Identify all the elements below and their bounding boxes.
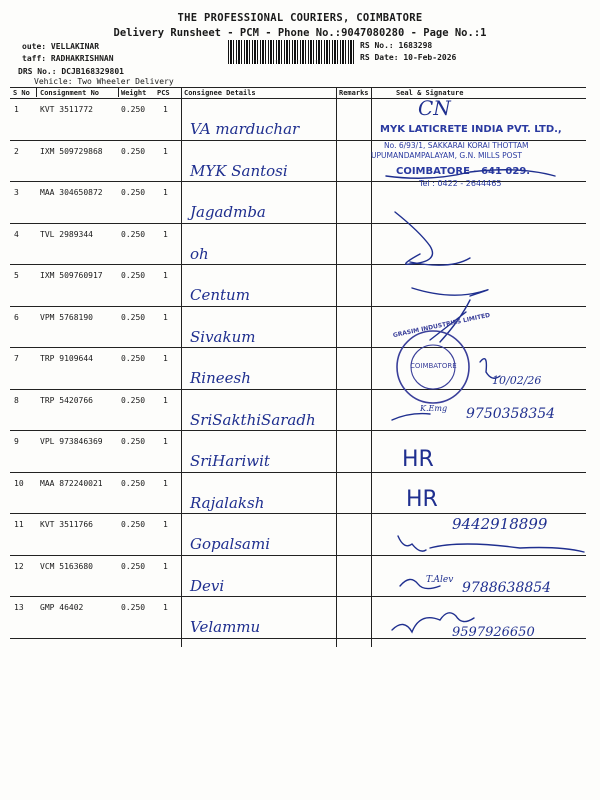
- signature-stroke: [386, 170, 555, 179]
- row-weight: 0.250: [121, 478, 146, 488]
- row-pcs: 1: [163, 520, 168, 529]
- row-serial: 6: [14, 312, 19, 322]
- row-consignment-no: VPM 5768190: [40, 312, 93, 322]
- signature-stroke: [440, 613, 474, 622]
- row-pcs: 1: [163, 437, 168, 446]
- row-consignee-handwritten: Rineesh: [190, 369, 251, 387]
- row-consignee-handwritten: VA marduchar: [190, 120, 300, 138]
- signature-stroke: [392, 618, 440, 632]
- row-serial: 4: [14, 229, 19, 239]
- row-consignment-no: IXM 509760917: [40, 271, 103, 280]
- signature-stroke: [410, 258, 470, 265]
- row-pcs: 1: [163, 271, 168, 280]
- row-consignee-handwritten: Jagadmba: [190, 203, 266, 221]
- row-consignee-handwritten: SriSakthiSaradh: [190, 410, 316, 429]
- row-consignment-no: TRP 5420766: [40, 395, 93, 405]
- rs-date: RS Date: 10-Feb-2026: [360, 53, 457, 62]
- signature-stroke: [398, 536, 426, 551]
- row-consignment-no: MAA 304650872: [40, 188, 103, 197]
- row-consignment-no: TVL 2989344: [40, 229, 93, 239]
- handwritten-signature: HR: [406, 487, 438, 512]
- row-pcs: 1: [163, 146, 168, 156]
- handwritten-phone: 9788638854: [462, 580, 552, 596]
- row-serial: 10: [14, 478, 24, 488]
- row-consignment-no: KVT 3511772: [40, 105, 93, 114]
- row-pcs: 1: [163, 188, 168, 197]
- signature-stroke: [430, 544, 584, 552]
- row-serial: 8: [14, 395, 19, 405]
- row-consignment-no: GMP 46402: [40, 603, 84, 612]
- row-weight: 0.250: [121, 395, 146, 405]
- stamp-line: COIMBATORE - 641 029.: [396, 166, 531, 177]
- row-weight: 0.250: [121, 105, 146, 114]
- seal-ring-text: GRASIM INDUSTRIES LIMITED: [392, 311, 491, 340]
- handwritten-signature: T.Alev: [426, 575, 454, 585]
- row-consignment-no: KVT 3511766: [40, 520, 93, 529]
- row-weight: 0.250: [121, 188, 146, 197]
- row-serial: 13: [14, 603, 24, 612]
- row-consignee-handwritten: oh: [190, 244, 209, 263]
- row-consignment-no: VPL 973846369: [40, 437, 103, 446]
- signature-stroke: [412, 288, 488, 296]
- row-serial: 11: [14, 520, 24, 529]
- company-title: THE PROFESSIONAL COURIERS, COIMBATORE: [177, 12, 423, 24]
- row-serial: 3: [14, 188, 19, 197]
- row-consignee-handwritten: Sivakum: [190, 327, 256, 346]
- rs-number: RS No.: 1683298: [360, 41, 433, 50]
- row-consignee-handwritten: Gopalsami: [190, 535, 271, 553]
- row-pcs: 1: [163, 603, 168, 612]
- handwritten-date: 10/02/26: [492, 374, 542, 387]
- stamp-line: Tel : 0422 - 2644465: [419, 179, 502, 188]
- signature-stroke: [395, 212, 433, 264]
- signature-stroke: [392, 414, 430, 420]
- row-consignment-no: TRP 9109644: [40, 354, 93, 363]
- row-pcs: 1: [163, 312, 168, 322]
- col-header-pcs: PCS: [157, 89, 170, 97]
- col-header-consignment: Consignment No: [40, 89, 100, 97]
- runsheet-subtitle: Delivery Runsheet - PCM - Phone No.:9047080280 - Page No.:1: [113, 27, 487, 39]
- row-consignment-no: IXM 509729868: [40, 146, 103, 156]
- col-header-remarks: Remarks: [339, 89, 369, 97]
- row-consignee-handwritten: Centum: [190, 286, 250, 304]
- handwritten-cn: CN: [418, 96, 451, 120]
- row-consignment-no: VCM 5163680: [40, 561, 93, 571]
- handwritten-phone: 9597926650: [452, 625, 535, 640]
- signature-stroke: [480, 359, 500, 379]
- handwritten-signature: K.Emg: [420, 404, 448, 413]
- row-pcs: 1: [163, 561, 168, 571]
- col-header-consignee: Consignee Details: [184, 89, 256, 97]
- row-weight: 0.250: [121, 603, 146, 612]
- row-weight: 0.250: [121, 561, 146, 571]
- vehicle-label: Vehicle: Two Wheeler Delivery: [34, 77, 174, 86]
- row-consignment-no: MAA 872240021: [40, 478, 103, 488]
- handwritten-phone: 9442918899: [452, 515, 548, 533]
- row-consignee-handwritten: MYK Santosi: [190, 161, 288, 180]
- row-serial: 5: [14, 271, 19, 280]
- staff-label: taff: RADHAKRISHNAN: [22, 54, 114, 63]
- row-pcs: 1: [163, 354, 168, 363]
- row-serial: 7: [14, 354, 19, 363]
- row-consignee-handwritten: Rajalaksh: [190, 493, 265, 512]
- row-weight: 0.250: [121, 146, 146, 156]
- row-weight: 0.250: [121, 520, 146, 529]
- row-pcs: 1: [163, 395, 168, 405]
- row-consignee-handwritten: Devi: [190, 576, 225, 595]
- handwritten-signature: HR: [402, 447, 434, 472]
- stamp-line: UPUMANDAMPALAYAM, G.N. MILLS POST: [371, 151, 522, 160]
- col-header-weight: Weight: [121, 89, 147, 97]
- row-serial: 1: [14, 105, 19, 114]
- row-serial: 2: [14, 146, 19, 156]
- row-weight: 0.250: [121, 312, 146, 322]
- col-header-signature: Seal & Signature: [396, 89, 464, 97]
- stamp-line: No. 6/93/1, SAKKARAI KORAI THOTTAM: [384, 141, 529, 150]
- row-serial: 12: [14, 561, 24, 571]
- route-label: oute: VELLAKINAR: [22, 42, 100, 51]
- row-weight: 0.250: [121, 354, 146, 363]
- row-pcs: 1: [163, 105, 168, 114]
- row-pcs: 1: [163, 229, 168, 239]
- row-serial: 9: [14, 437, 19, 446]
- handwritten-phone: 9750358354: [466, 406, 556, 422]
- drs-number: DRS No.: DCJB168329801: [18, 67, 124, 76]
- row-weight: 0.250: [121, 271, 146, 280]
- row-consignee-handwritten: SriHariwit: [190, 452, 270, 470]
- row-pcs: 1: [163, 478, 168, 488]
- signature-stroke: [400, 579, 440, 588]
- seal-center-text: COIMBATORE: [410, 362, 457, 370]
- row-weight: 0.250: [121, 229, 146, 239]
- col-header-sno: S No: [13, 89, 30, 97]
- row-consignee-handwritten: Velammu: [190, 618, 261, 636]
- row-weight: 0.250: [121, 437, 146, 446]
- stamp-line: MYK LATICRETE INDIA PVT. LTD.,: [380, 124, 562, 135]
